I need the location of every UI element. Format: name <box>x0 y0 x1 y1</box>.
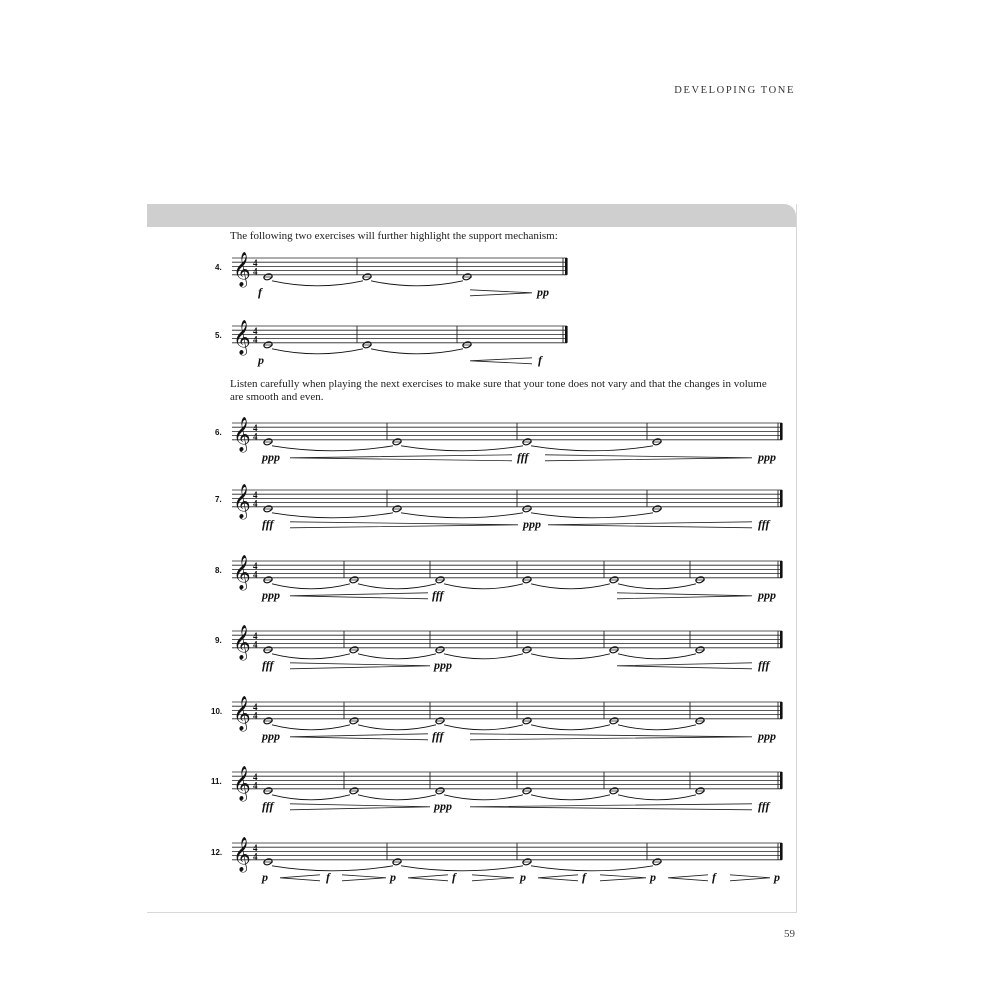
intro-text-listen-line1: Listen carefully when playing the next exercises to make sure that your tone does not vary and that the changes in volume <box>230 378 767 390</box>
tie <box>272 513 393 518</box>
time-signature-top: 4 <box>253 843 258 853</box>
exercise-number: 9. <box>215 636 222 645</box>
crescendo-hairpin <box>290 455 512 461</box>
tie <box>444 584 523 589</box>
decrescendo-hairpin <box>472 875 514 881</box>
tie <box>531 795 610 800</box>
treble-clef: 𝄞 <box>233 624 251 660</box>
final-barline-thick <box>780 423 783 440</box>
final-barline-thick <box>780 702 783 719</box>
treble-clef: 𝄞 <box>233 416 251 452</box>
dynamic-marking: f <box>326 869 330 884</box>
crescendo-hairpin <box>617 663 752 669</box>
tie <box>272 349 363 354</box>
time-signature-bottom: 4 <box>253 431 258 442</box>
tie <box>358 795 436 800</box>
tie <box>401 866 523 871</box>
final-barline-thick <box>565 326 568 343</box>
treble-clef: 𝄞 <box>233 554 251 590</box>
dynamic-marking: p <box>650 869 656 884</box>
running-head: DEVELOPING TONE <box>674 85 795 96</box>
dynamic-marking: fff <box>262 657 274 672</box>
dynamic-marking: f <box>258 284 262 299</box>
treble-clef: 𝄞 <box>233 483 251 519</box>
crescendo-hairpin <box>290 593 428 599</box>
dynamic-marking: ppp <box>262 728 280 743</box>
exercise-number: 6. <box>215 428 222 437</box>
exercise-number: 12. <box>211 848 223 857</box>
dynamic-marking: pp <box>537 284 549 299</box>
time-signature-bottom: 4 <box>253 498 258 509</box>
tie <box>358 654 436 659</box>
tie <box>272 725 350 730</box>
decrescendo-hairpin <box>545 455 752 461</box>
tie <box>618 795 696 800</box>
treble-clef: 𝄞 <box>233 251 251 287</box>
dynamic-marking: f <box>582 869 586 884</box>
time-signature-top: 4 <box>253 561 258 571</box>
time-signature-top: 4 <box>253 490 258 500</box>
tie <box>531 584 610 589</box>
final-barline-thick <box>780 772 783 789</box>
exercise-number: 4. <box>215 263 222 272</box>
dynamic-marking: ppp <box>262 449 280 464</box>
tie <box>272 654 350 659</box>
treble-clef: 𝄞 <box>233 319 251 355</box>
dynamic-marking: f <box>538 352 542 367</box>
final-barline-thick <box>780 490 783 507</box>
dynamic-marking: ppp <box>434 657 452 672</box>
time-signature-top: 4 <box>253 258 258 268</box>
dynamic-marking: p <box>520 869 526 884</box>
exercise-number: 10. <box>211 707 223 716</box>
dynamic-marking: ppp <box>523 516 541 531</box>
intro-text-support: The following two exercises will further highlight the support mechanism: <box>230 230 558 242</box>
time-signature-bottom: 4 <box>253 266 258 277</box>
tie <box>272 446 393 451</box>
exercise-number: 5. <box>215 331 222 340</box>
decrescendo-hairpin <box>290 663 430 669</box>
dynamic-marking: fff <box>262 516 274 531</box>
tie <box>358 584 436 589</box>
tie <box>272 795 350 800</box>
dynamic-marking: p <box>258 352 264 367</box>
intro-text-listen-line2: are smooth and even. <box>230 391 324 403</box>
tie <box>531 866 653 871</box>
time-signature-bottom: 4 <box>253 639 258 650</box>
crescendo-hairpin <box>470 804 752 810</box>
time-signature-bottom: 4 <box>253 710 258 721</box>
final-barline-thick <box>780 631 783 648</box>
time-signature-bottom: 4 <box>253 780 258 791</box>
tie <box>444 795 523 800</box>
tie <box>531 446 653 451</box>
final-barline-thick <box>780 561 783 578</box>
time-signature-bottom: 4 <box>253 851 258 862</box>
tie <box>618 654 696 659</box>
final-barline-thick <box>780 843 783 860</box>
dynamic-marking: fff <box>758 657 770 672</box>
dynamic-marking: ppp <box>758 728 776 743</box>
tie <box>272 584 350 589</box>
dynamic-marking: p <box>262 869 268 884</box>
tie <box>444 654 523 659</box>
time-signature-top: 4 <box>253 631 258 641</box>
final-barline-thick <box>565 258 568 275</box>
dynamic-marking: p <box>774 869 780 884</box>
dynamic-marking: fff <box>262 798 274 813</box>
treble-clef: 𝄞 <box>233 765 251 801</box>
tie <box>272 866 393 871</box>
dynamic-marking: fff <box>758 516 770 531</box>
decrescendo-hairpin <box>290 804 430 810</box>
decrescendo-hairpin <box>730 875 770 881</box>
dynamic-marking: f <box>712 869 716 884</box>
crescendo-hairpin <box>668 875 708 881</box>
dynamic-marking: ppp <box>434 798 452 813</box>
tie <box>531 654 610 659</box>
crescendo-hairpin <box>408 875 448 881</box>
time-signature-bottom: 4 <box>253 334 258 345</box>
crescendo-hairpin <box>280 875 320 881</box>
dynamic-marking: fff <box>432 728 444 743</box>
crescendo-hairpin <box>548 522 752 528</box>
dynamic-marking: f <box>452 869 456 884</box>
dynamic-marking: ppp <box>758 449 776 464</box>
time-signature-top: 4 <box>253 702 258 712</box>
crescendo-hairpin <box>538 875 578 881</box>
time-signature-top: 4 <box>253 326 258 336</box>
tie <box>531 725 610 730</box>
dynamic-marking: ppp <box>758 587 776 602</box>
tie <box>272 281 363 286</box>
tie <box>371 349 463 354</box>
crescendo-hairpin <box>290 734 428 740</box>
decrescendo-hairpin <box>600 875 646 881</box>
tie <box>371 281 463 286</box>
decrescendo-hairpin <box>470 734 752 740</box>
tie <box>618 584 696 589</box>
crescendo-hairpin <box>470 358 532 364</box>
time-signature-top: 4 <box>253 423 258 433</box>
dynamic-marking: fff <box>432 587 444 602</box>
time-signature-top: 4 <box>253 772 258 782</box>
dynamic-marking: fff <box>517 449 529 464</box>
treble-clef: 𝄞 <box>233 836 251 872</box>
time-signature-bottom: 4 <box>253 569 258 580</box>
tie <box>531 513 653 518</box>
exercise-number: 7. <box>215 495 222 504</box>
tie <box>444 725 523 730</box>
tie <box>618 725 696 730</box>
decrescendo-hairpin <box>470 290 532 296</box>
treble-clef: 𝄞 <box>233 695 251 731</box>
dynamic-marking: fff <box>758 798 770 813</box>
decrescendo-hairpin <box>617 593 752 599</box>
dynamic-marking: ppp <box>262 587 280 602</box>
exercise-number: 8. <box>215 566 222 575</box>
exercise-number: 11. <box>211 777 222 786</box>
decrescendo-hairpin <box>342 875 386 881</box>
tie <box>401 513 523 518</box>
decrescendo-hairpin <box>290 522 518 528</box>
tie <box>401 446 523 451</box>
page-number: 59 <box>784 928 795 940</box>
dynamic-marking: p <box>390 869 396 884</box>
tie <box>358 725 436 730</box>
